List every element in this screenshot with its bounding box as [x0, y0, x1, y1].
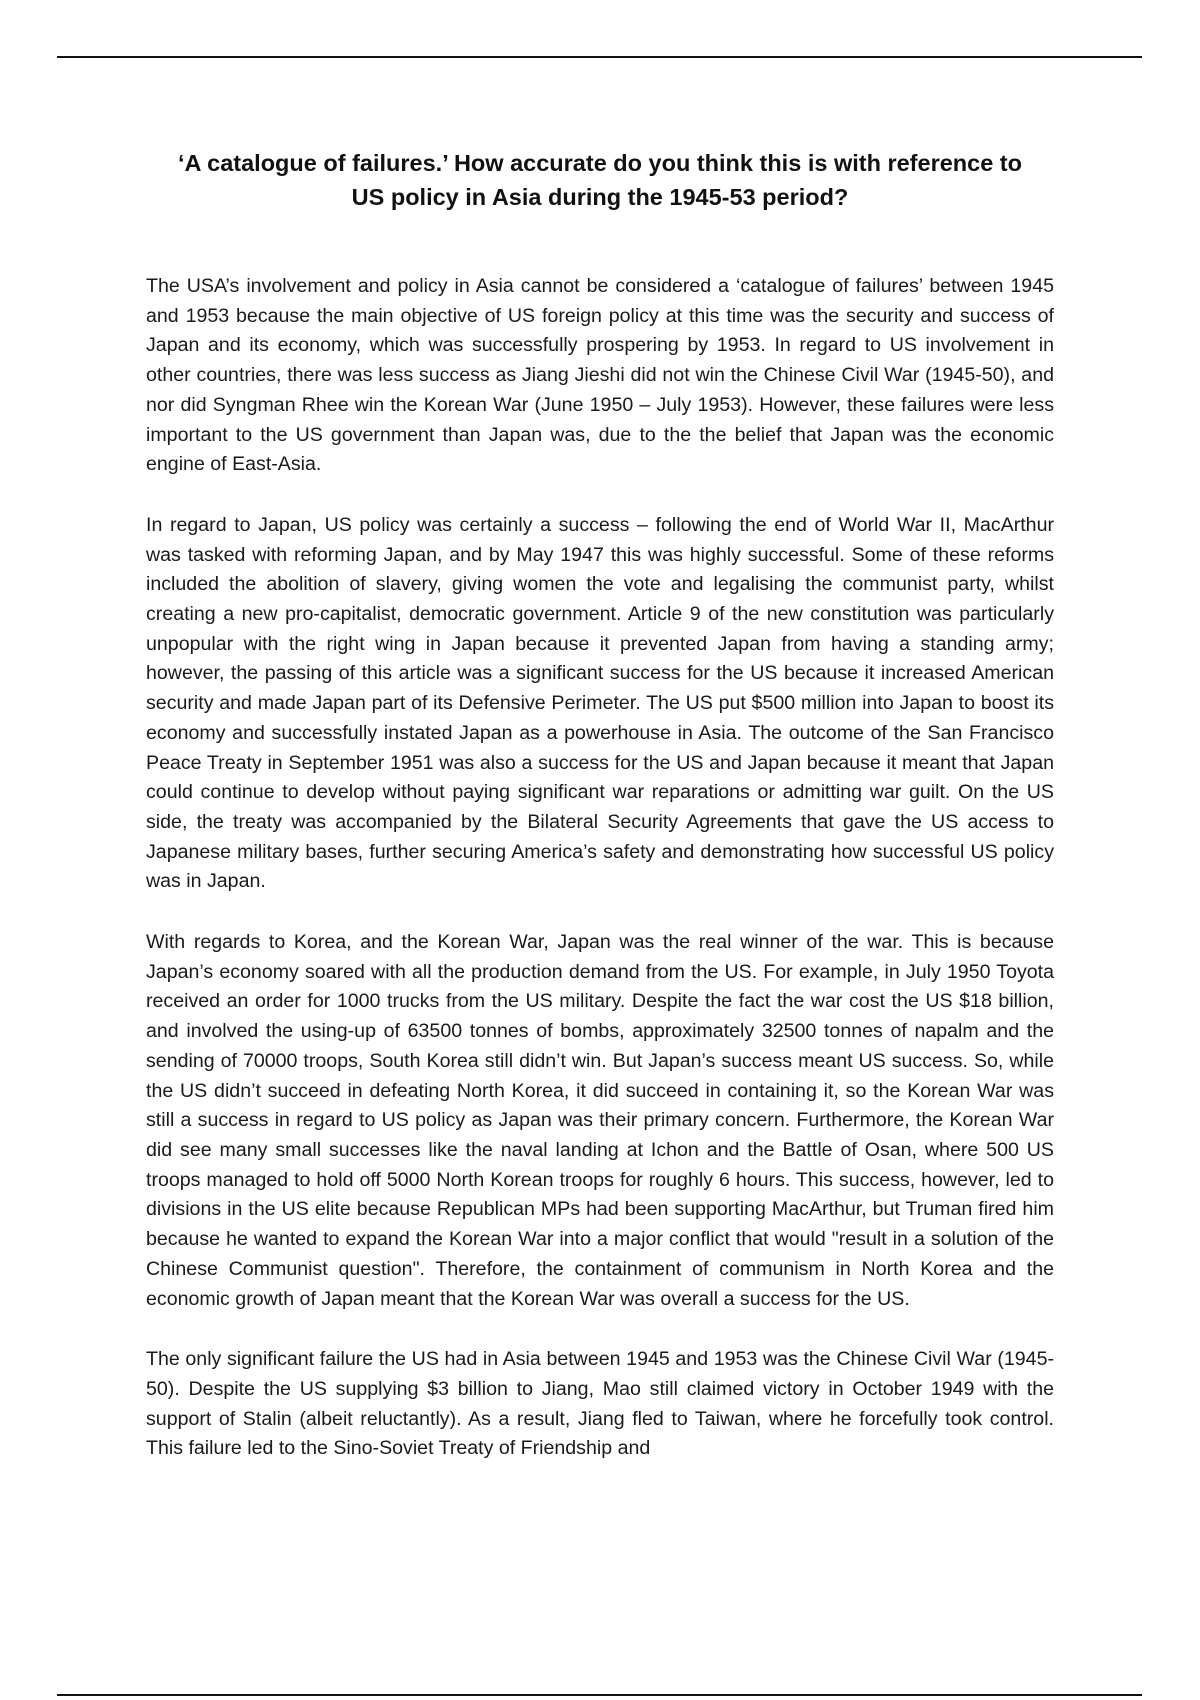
essay-title-line-1: ‘A catalogue of failures.’ How accurate do you think this is with reference to	[177, 150, 1022, 176]
essay-body	[146, 272, 1054, 1464]
essay-title	[146, 146, 1054, 214]
paragraph-korea: With regards to Korea, and the Korean War, Japan was the real winner of the war. This is because Japan’s economy soared with all the production demand from the US. For example, in July 1950 Toyota received an order for 1000 trucks from the US military. Despite the fact the war cost the US $18 billion, and involved the using-up of 63500 tonnes of bombs, approximately 32500 tonnes of napalm and the sending of 70000 troops, South Korea still didn’t win. But Japan’s success meant US success. So, while the US didn’t succeed in defeating North Korea, it did succeed in containing it, so the Korean War was still a success in regard to US policy as Japan was their primary concern. Furthermore, the Korean War did see many small successes like the naval landing at Ichon and the Battle of Osan, where 500 US troops managed to hold off 5000 North Korean troops for roughly 6 hours. This success, however, led to divisions in the US elite because Republican MPs had been supporting MacArthur, but Truman fired him because he wanted to expand the Korean War into a major conflict that would "result in a solution of the Chinese Communist question". Therefore, the containment of communism in North Korea and the economic growth of Japan meant that the Korean War was overall a success for the US.	[146, 931, 1054, 1310]
bottom-divider	[57, 1694, 1142, 1696]
paragraph-china: The only significant failure the US had in Asia between 1945 and 1953 was the Chinese Civil War (1945-50). Despite the US supplying $3 billion to Jiang, Mao still claimed victory in October 1949 with the support of Stalin (albeit reluctantly). As a result, Jiang fled to Taiwan, where he forcefully took control. This failure led to the Sino-Soviet Treaty of Friendship and	[146, 1348, 1054, 1460]
essay-title-line-2: US policy in Asia during the 1945-53 period?	[351, 184, 849, 210]
paragraph-introduction: The USA’s involvement and policy in Asia cannot be considered a ‘catalogue of failures’ between 1945 and 1953 because the main objective of US foreign policy at this time was the security and success of Japan and its economy, which was successfully prospering by 1953. In regard to US involvement in other countries, there was less success as Jiang Jieshi did not win the Chinese Civil War (1945-50), and nor did Syngman Rhee win the Korean War (June 1950 – July 1953). However, these failures were less important to the US government than Japan was, due to the the belief that Japan was the economic engine of East-Asia.	[146, 275, 1054, 476]
paragraph-japan: In regard to Japan, US policy was certainly a success – following the end of World War II, MacArthur was tasked with reforming Japan, and by May 1947 this was highly successful. Some of these reforms included the abolition of slavery, giving women the vote and legalising the communist party, whilst creating a new pro-capitalist, democratic government. Article 9 of the new constitution was particularly unpopular with the right wing in Japan because it prevented Japan from having a standing army; however, the passing of this article was a significant success for the US because it increased American security and made Japan part of its Defensive Perimeter. The US put $500 million into Japan to boost its economy and successfully instated Japan as a powerhouse in Asia. The outcome of the San Francisco Peace Treaty in September 1951 was also a success for the US and Japan because it meant that Japan could continue to develop without paying significant war reparations or admitting war guilt. On the US side, the treaty was accompanied by the Bilateral Security Agreements that gave the US access to Japanese military bases, further securing America’s safety and demonstrating how successful US policy was in Japan.	[146, 513, 1054, 893]
document-page	[146, 146, 1054, 1464]
top-divider	[57, 56, 1142, 58]
